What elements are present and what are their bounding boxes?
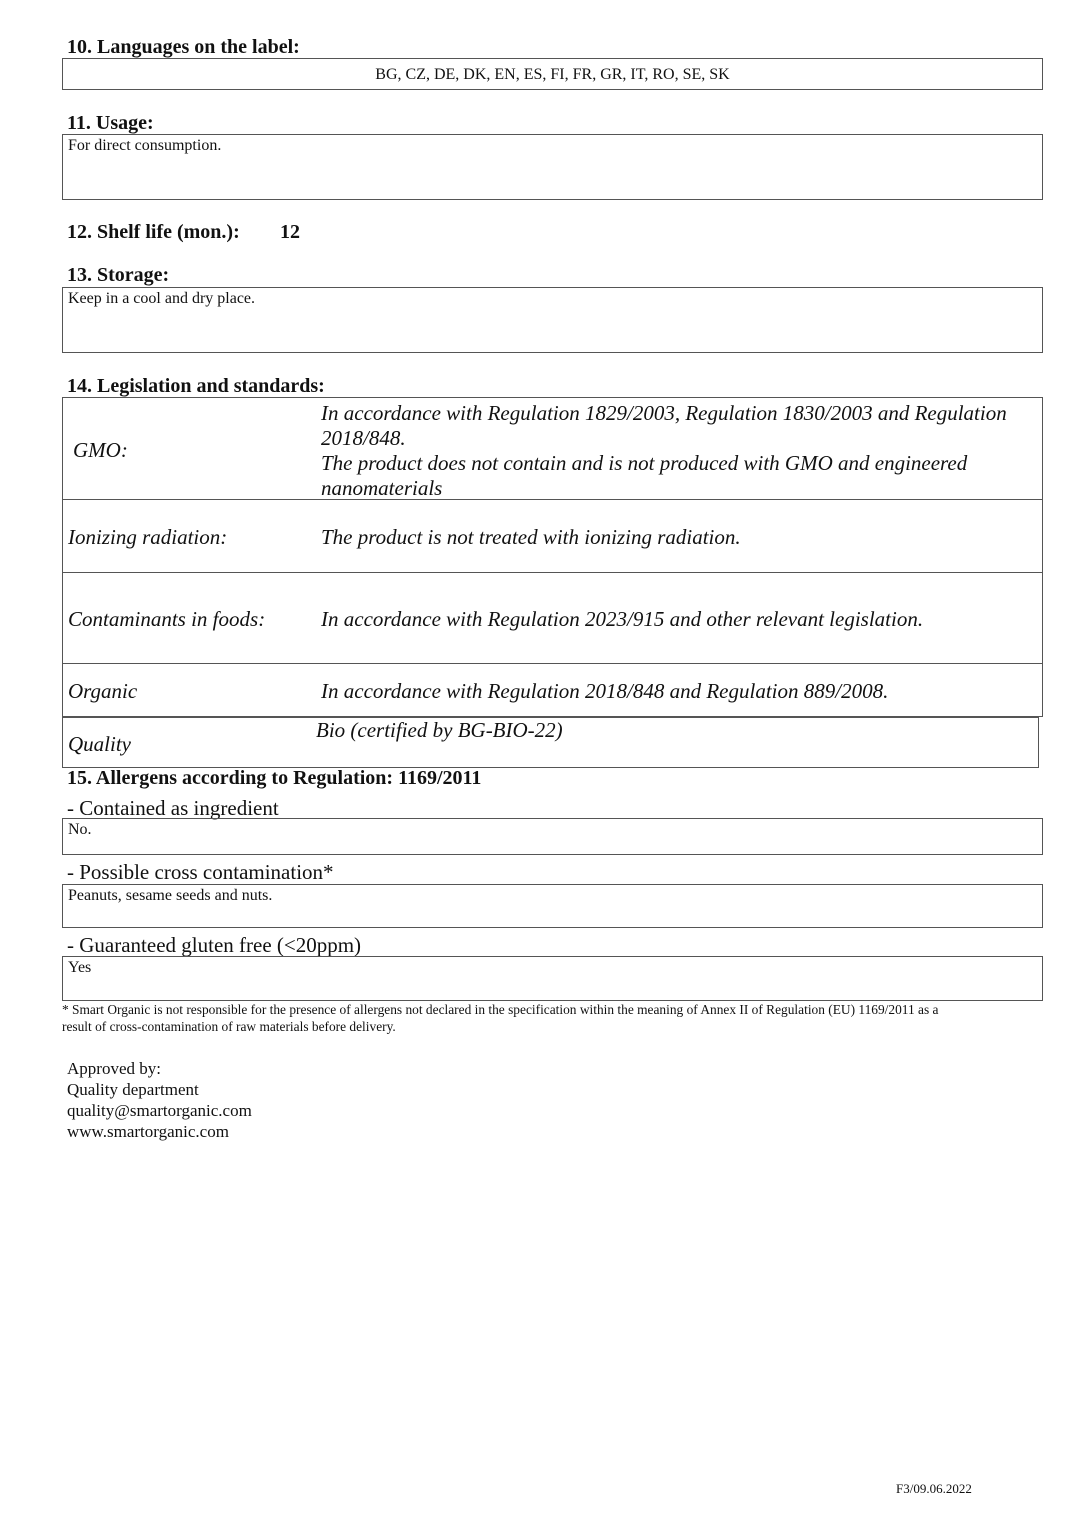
approved-by-label: Approved by: (67, 1059, 161, 1078)
usage-value: For direct consumption. (68, 137, 222, 154)
contaminants-value: In accordance with Regulation 2023/915 and other relevant legislation. (321, 607, 924, 631)
usage-box (62, 134, 1043, 200)
gluten-free-label: - Guaranteed gluten free (<20ppm) (67, 933, 362, 957)
contained-label: - Contained as ingredient (67, 796, 279, 820)
section-15-title: 15. Allergens according to Regulation: 1169/2011 (67, 767, 482, 789)
shelf-life-value: 12 (280, 221, 300, 243)
gmo-text (321, 401, 1007, 501)
approval-department: Quality department (67, 1080, 199, 1099)
footnote-line: result of cross-contamination of raw materials before delivery. (62, 1019, 396, 1034)
approval-block (67, 1058, 252, 1142)
gmo-line: The product does not contain and is not produced with GMO and engineered (321, 451, 968, 475)
footnote-line: * Smart Organic is not responsible for the presence of allergens not declared in the specification within the meaning of Annex II of Regulation (EU) 1169/2011 as a (62, 1002, 939, 1017)
quality-value: Bio (certified by BG-BIO-22) (316, 718, 563, 742)
quality-label: Quality (68, 732, 131, 756)
ionizing-label: Ionizing radiation: (68, 525, 228, 549)
storage-box (62, 287, 1043, 353)
quality-box (62, 717, 1039, 768)
storage-value: Keep in a cool and dry place. (68, 290, 256, 307)
languages-box (62, 58, 1043, 90)
row-divider (63, 663, 1042, 664)
section-10-title: 10. Languages on the label: (67, 36, 300, 58)
section-12-title: 12. Shelf life (mon.): (67, 221, 240, 243)
section-13-title: 13. Storage: (67, 264, 170, 286)
gmo-line: nanomaterials (321, 476, 443, 500)
ionizing-value: The product is not treated with ionizing radiation. (321, 525, 741, 549)
contained-box (62, 818, 1043, 855)
gmo-line: In accordance with Regulation 1829/2003, Regulation 1830/2003 and Regulation (321, 401, 1007, 425)
gmo-line: 2018/848. (321, 426, 406, 450)
document-code: F3/09.06.2022 (896, 1481, 972, 1496)
cross-contamination-label: - Possible cross contamination* (67, 860, 334, 884)
legislation-table (62, 397, 1043, 717)
organic-value: In accordance with Regulation 2018/848 and Regulation 889/2008. (321, 679, 889, 703)
approval-email: quality@smartorganic.com (67, 1101, 252, 1120)
contaminants-label: Contaminants in foods: (68, 607, 266, 631)
organic-label: Organic (68, 679, 138, 703)
section-11-title: 11. Usage: (67, 112, 154, 134)
contained-value: No. (68, 821, 92, 838)
section-14-title: 14. Legislation and standards: (67, 375, 325, 397)
gluten-free-box (62, 956, 1043, 1001)
gmo-label: GMO: (73, 438, 128, 462)
approval-website: www.smartorganic.com (67, 1122, 229, 1141)
cross-contamination-box (62, 884, 1043, 928)
gluten-free-value: Yes (68, 959, 92, 976)
footnote (62, 1001, 1042, 1035)
row-divider (63, 572, 1042, 573)
cross-contamination-value: Peanuts, sesame seeds and nuts. (68, 887, 273, 904)
languages-value: BG, CZ, DE, DK, EN, ES, FI, FR, GR, IT, RO, SE, SK (375, 66, 730, 83)
